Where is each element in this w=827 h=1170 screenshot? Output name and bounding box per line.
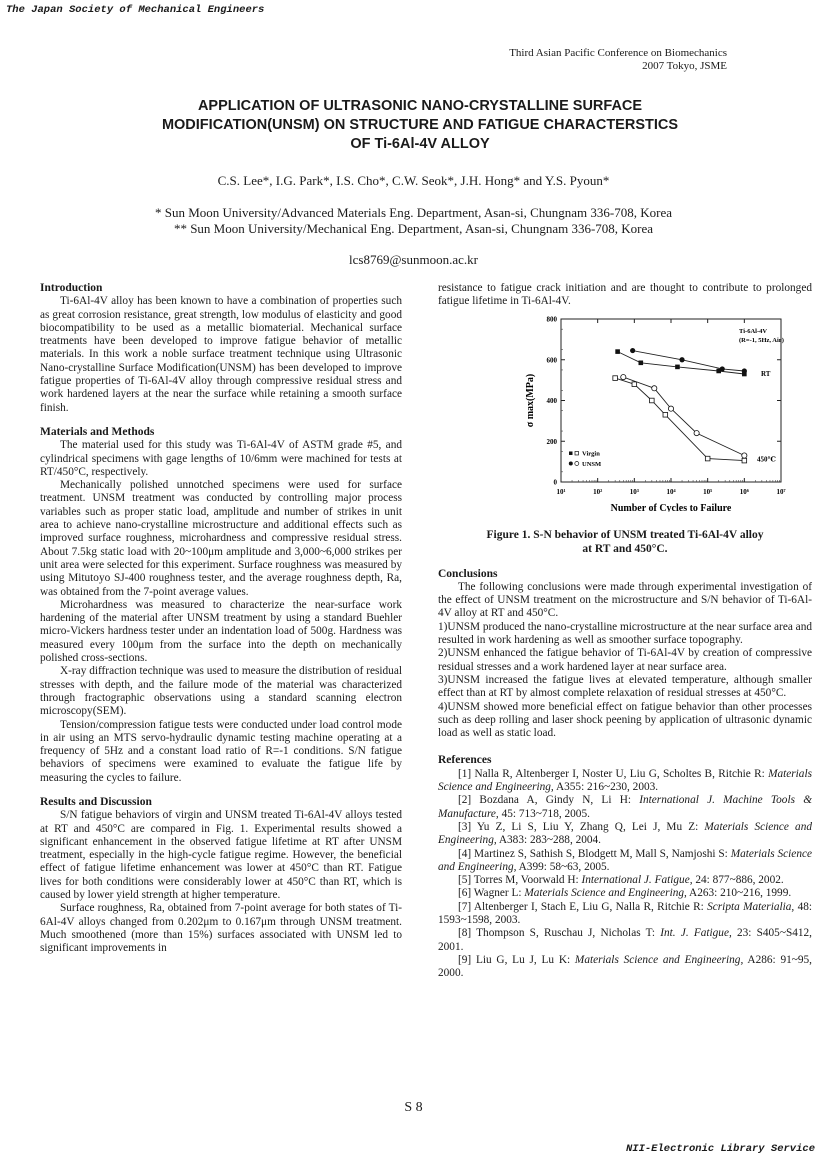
reference-journal: International J. Machine Tools & Manufacture, [438, 794, 812, 820]
reference-item [438, 848, 812, 875]
society-header: The Japan Society of Mechanical Engineers [6, 4, 265, 16]
methods-paragraph-2: Mechanically polished unnotched specimens were used for surface treatment. UNSM treatment was conducted by controlling major process variables such as proper static load, amplitude and number of strikes in unit area to achieve nano-crystalline microstructure and additional effects such as improved surface roughness, microhardness and compressive residual stress. About 7.5kg static load with 20~100μm amplitude and 3,000~6,000 strikes per unit area were selected for this experiment. Surface roughness was measured by using Mitutoyo SJ-400 roughness tester, and the average roughness depth, Ra, was obtained from the 7-point average values. [40, 479, 402, 598]
reference-item [438, 821, 812, 848]
reference-item [438, 927, 812, 954]
legend-marker [569, 451, 573, 455]
series-line [615, 378, 744, 461]
data-point-virgin-450 [632, 381, 637, 386]
x-tick-label: 10⁷ [776, 487, 786, 496]
results-paragraph-2: Surface roughness, Ra, obtained from 7-point average for both states of Ti-6Al-4V alloys changed from 0.202μm to 0.167μm through UNSM treatment. Much smoothened (more than 15%) surfaces associated with UNSM led to significant improvements in [40, 902, 402, 955]
conclusions-heading: Conclusions [438, 567, 498, 580]
data-point-virgin-rt [675, 364, 680, 369]
title-line2: MODIFICATION(UNSM) ON STRUCTURE AND FATIGUE CHARACTERSTICS [161, 117, 679, 133]
reference-details: A286: 91~95, 2000. [438, 953, 812, 980]
reference-journal: Int. J. Fatigue, [660, 927, 732, 940]
figure-caption-line1: Figure 1. S-N behavior of UNSM treated Ti-6Al-4V alloy [486, 528, 764, 541]
paper-title [100, 97, 740, 154]
reference-details: 24: 877~886, 2002. [692, 874, 784, 887]
legend-marker [569, 461, 573, 465]
reference-details: 45: 713~718, 2005. [498, 807, 590, 820]
x-tick-label: 10³ [629, 487, 639, 496]
reference-item [438, 768, 812, 795]
affiliation-1: * Sun Moon University/Advanced Materials Eng. Department, Asan-si, Chungnam 336-708, Korea [154, 205, 673, 220]
data-point-virgin-450 [705, 456, 710, 461]
data-point-unsm-rt [742, 368, 747, 373]
chart-annotation-material: Ti-6Al-4V [739, 327, 768, 335]
data-point-unsm-450 [652, 385, 657, 390]
y-tick-label: 200 [546, 437, 557, 446]
affiliation-2: ** Sun Moon University/Mechanical Eng. Department, Asan-si, Chungnam 336-708, Korea [173, 221, 654, 236]
reference-details: 48: 1593~1598, 2003. [438, 900, 812, 927]
reference-journal: Scripta Materialia, [707, 900, 795, 913]
conference-header [509, 47, 727, 73]
reference-journal: International J. Fatigue, [581, 874, 693, 887]
x-tick-label: 10⁶ [739, 487, 749, 496]
methods-paragraph-5: Tension/compression fatigue tests were conducted under load control mode in air using an MTS servo-hydraulic dynamic testing machine operating at a frequency of 5Hz and a constant load ratio of R=-1 conditions. S/N fatigue behaviors of specimens were examined to evaluate the fatigue life by measuring the cycles to failure. [40, 718, 402, 784]
reference-authors: [4] Martinez S, Sathish S, Blodgett M, Mall S, Namjoshi S: [458, 847, 731, 860]
conclusion-list [438, 621, 812, 741]
intro-heading: Introduction [40, 282, 103, 294]
y-tick-label: 0 [553, 478, 557, 487]
reference-authors: [8] Thompson S, Ruschau J, Nicholas T: [458, 927, 661, 940]
series-line [623, 377, 744, 455]
conclusion-item: 4)UNSM showed more beneficial effect on fatigue behavior than other processes such as deep rolling and laser shock peening by application of ultrasonic dynamic load as well as static load. [438, 700, 812, 740]
reference-details: A263: 210~216, 1999. [686, 887, 792, 900]
affiliations [0, 205, 827, 237]
x-tick-label: 10¹ [556, 487, 566, 496]
legend-marker [575, 461, 579, 465]
reference-journal: Materials Science and Engineering, [438, 820, 812, 847]
methods-paragraph-3: Microhardness was measured to characterize the near-surface work hardening of the material after UNSM treatment by using a standard Buehler micro-Vickers hardness tester under an indentation load of 500g. Hardness was measured every 100μm from the surface into the depth on mechanically polished cross-sections. [40, 598, 402, 665]
x-axis-label: Number of Cycles to Failure [610, 502, 732, 512]
y-axis-label: σ max(MPa) [525, 373, 536, 427]
data-point-unsm-rt [720, 366, 725, 371]
data-point-virgin-450 [650, 398, 655, 403]
data-point-unsm-rt [679, 357, 684, 362]
reference-item [438, 794, 812, 821]
data-point-unsm-450 [694, 430, 699, 435]
conference-line2: 2007 Tokyo, JSME [642, 60, 727, 72]
figure-caption [438, 528, 812, 556]
authors: C.S. Lee*, I.G. Park*, I.S. Cho*, C.W. Seok*, J.H. Hong* and Y.S. Pyoun* [217, 173, 610, 188]
reference-details: A383: 283~288, 2004. [496, 834, 602, 847]
x-tick-label: 10² [593, 487, 603, 496]
data-point-virgin-450 [613, 375, 618, 380]
reference-authors: [3] Yu Z, Li S, Liu Y, Zhang Q, Lei J, Mu Z: [458, 820, 705, 833]
conclusions-intro: The following conclusions were made through experimental investigation of the effect of UNSM treatment on the microstructure and S/N behavior of Ti-6Al-4V alloy at RT and 450°C. [438, 580, 812, 620]
page-number: S 8 [404, 1100, 423, 1115]
reference-authors: [1] Nalla R, Altenberger I, Noster U, Liu G, Scholtes B, Ritchie R: [458, 767, 769, 780]
reference-journal: Materials Science and Engineering, [438, 847, 812, 873]
results-paragraph-2-continued: resistance to fatigue crack initiation and are thought to contribute to prolonged fatigue lifetime in Ti-6Al-4V. [438, 282, 812, 308]
reference-details: A355: 216~230, 2003. [553, 781, 659, 794]
reference-journal: Materials Science and Engineering, [574, 953, 744, 966]
reference-authors: [9] Liu G, Lu J, Lu K: [458, 953, 575, 966]
label-rt: RT [761, 369, 771, 378]
reference-authors: [5] Torres M, Voorwald H: [458, 874, 582, 887]
title-line3: OF Ti-6Al-4V ALLOY [350, 136, 490, 152]
references-heading: References [438, 754, 492, 767]
reference-authors: [2] Bozdana A, Gindy N, Li H: [458, 794, 640, 807]
reference-item [438, 954, 812, 981]
reference-authors: [6] Wagner L: [458, 887, 525, 900]
title-line1: APPLICATION OF ULTRASONIC NANO-CRYSTALLINE SURFACE [197, 98, 643, 114]
results-paragraph-1: S/N fatigue behaviors of virgin and UNSM treated Ti-6Al-4V alloys tested at RT and 450°C are compared in Fig. 1. Experimental results showed a significant enhancement in the observed fatigue lifetime at RT after UNSM treatment, especially in the high-cycle fatigue regime. However, the beneficial effect of fatigue lifetime enhancement was lower at 450°C than RT. Fatigue lives for both conditions were considerably lower at 450°C than RT, which is caused by lower yield strength at higher temperature. [40, 809, 402, 902]
figure-caption-line2: at RT and 450°C. [582, 542, 668, 555]
conclusion-item: 1)UNSM produced the nano-crystalline microstructure at the near surface area and resulted in work hardening as well as smoother surface topography. [438, 620, 812, 647]
intro-paragraph: Ti-6Al-4V alloy has been known to have a combination of properties such as great corrosion resistance, great strength, low modulus of elasticity and good biocompatibility to be used as a metallic biomaterial. Mechanical surface treatments have been developed to improve fatigue behavior of metallic materials. In this work a noble surface treatment technique using Ultrasonic Nano-crystalline Surface Modification(UNSM) has been developed to improve fatigue properties of Ti-6Al-4V alloy through compressive residual stress and work hardened layers at the near the surface while retaining a smooth surface finish. [40, 295, 402, 414]
results-heading: Results and Discussion [40, 795, 152, 808]
reference-authors: [7] Altenberger I, Stach E, Liu G, Nalla R, Ritchie R: [458, 900, 708, 913]
reference-list [438, 768, 812, 981]
reference-item [438, 901, 812, 928]
legend-label-virgin: Virgin [582, 449, 600, 457]
methods-heading: Materials and Methods [40, 425, 155, 438]
y-tick-label: 600 [546, 355, 557, 364]
figure-1 [476, 314, 796, 512]
legend-label-unsm: UNSM [582, 460, 602, 468]
author-email: lcs8769@sunmoon.ac.kr [349, 252, 478, 267]
footer-service: NII-Electronic Library Service [625, 1143, 815, 1155]
methods-paragraph-1: The material used for this study was Ti-6Al-4V of ASTM grade #5, and cylindrical specimens with gage lengths of 10/6mm were machined for tests at RT/450°C, respectively. [40, 439, 402, 478]
chart-annotation-conditions: (R=-1, 5Hz, Air) [739, 336, 784, 344]
data-point-virgin-450 [663, 412, 668, 417]
label-450: 450℃ [757, 455, 776, 464]
reference-journal: Materials Science and Engineering, [438, 767, 812, 794]
reference-item [438, 887, 812, 900]
left-column [40, 282, 402, 956]
right-column [438, 282, 812, 981]
conclusion-item: 3)UNSM increased the fatigue lives at elevated temperature, although smaller effect than at RT by almost complete relaxation of residual stresses at 450°C. [438, 673, 812, 700]
legend-marker [575, 451, 579, 455]
x-tick-label: 10⁵ [703, 487, 713, 496]
reference-journal: Materials Science and Engineering, [524, 887, 687, 900]
series-line [618, 351, 745, 373]
reference-details: 23: S405~S412, 2001. [438, 927, 812, 953]
x-tick-label: 10⁴ [666, 487, 676, 496]
reference-item [438, 874, 812, 887]
data-point-unsm-450 [668, 406, 673, 411]
data-point-unsm-rt [630, 348, 635, 353]
reference-details: A399: 58~63, 2005. [516, 860, 610, 873]
data-point-virgin-450 [742, 458, 747, 463]
conference-line1: Third Asian Pacific Conference on Biomechanics [509, 47, 727, 59]
data-point-virgin-rt [638, 360, 643, 365]
y-tick-label: 800 [546, 315, 557, 324]
sn-chart [476, 314, 796, 512]
data-point-unsm-450 [621, 374, 626, 379]
data-point-virgin-rt [615, 349, 620, 354]
data-point-unsm-450 [742, 453, 747, 458]
methods-paragraph-4: X-ray diffraction technique was used to measure the distribution of residual stresses with depth, and the failure mode of the material was characterized through fractographic observations using a standard scanning electron microscopy(SEM). [40, 665, 402, 718]
conclusion-item: 2)UNSM enhanced the fatigue behavior of Ti-6Al-4V by creation of compressive residual stresses and a work hardened layer at near surface area. [438, 647, 812, 673]
y-tick-label: 400 [546, 396, 557, 405]
